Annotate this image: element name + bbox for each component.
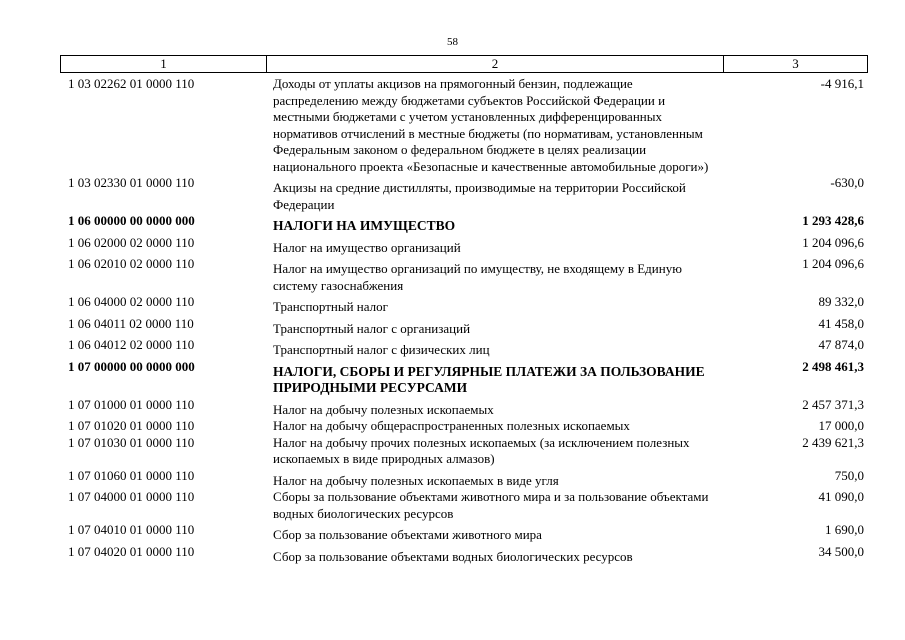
row-value: 2 457 371,3: [802, 396, 864, 412]
row-value: 41 090,0: [818, 489, 864, 504]
row-value: 89 332,0: [818, 294, 864, 309]
row-code: 1 07 04020 01 0000 110: [68, 543, 195, 559]
table-header: [60, 55, 868, 73]
row-code: 1 06 04011 02 0000 110: [68, 315, 194, 331]
table-row: [60, 522, 868, 544]
row-name: Налог на добычу полезных ископаемых: [273, 401, 494, 417]
row-code: 1 06 04000 02 0000 110: [68, 294, 195, 309]
table-row: [60, 468, 868, 490]
row-value: 2 498 461,3: [802, 358, 864, 374]
row-name: Акцизы на средние дистилляты, производимые на территории Российской Федерации: [273, 180, 686, 212]
table-row: [60, 544, 868, 566]
row-code: 1 06 04012 02 0000 110: [68, 337, 195, 352]
row-code: 1 03 02330 01 0000 110: [68, 175, 195, 190]
row-value: 2 439 621,3: [802, 434, 864, 450]
row-value: 1 204 096,6: [802, 234, 864, 250]
header-col-3: 3: [792, 56, 799, 71]
row-code: 1 06 02000 02 0000 110: [68, 234, 195, 250]
row-value: -630,0: [830, 175, 864, 190]
row-code: 1 07 04010 01 0000 110: [68, 522, 195, 537]
row-name: НАЛОГИ, СБОРЫ И РЕГУЛЯРНЫЕ ПЛАТЕЖИ ЗА ПОЛЬЗОВАНИЕ ПРИРОДНЫМИ РЕСУРСАМИ: [273, 363, 705, 395]
table-row: [60, 397, 868, 419]
row-name: Налог на имущество организаций: [273, 239, 461, 255]
table-row: [60, 489, 868, 522]
row-name: Налог на добычу общераспространенных полезных ископаемых: [273, 418, 630, 433]
table-row: [60, 359, 868, 397]
row-code: 1 07 00000 00 0000 000: [68, 358, 195, 374]
table-row: [60, 76, 868, 175]
row-name: Налог на добычу полезных ископаемых в виде угля: [273, 472, 559, 488]
row-code: 1 06 02010 02 0000 110: [68, 256, 195, 271]
row-value: 34 500,0: [818, 543, 864, 559]
row-name: Налог на имущество организаций по имуществу, не входящему в Единую систему газоснабжения: [273, 261, 682, 293]
table-row: [60, 256, 868, 294]
row-value: -4 916,1: [820, 76, 864, 91]
table-row: [60, 235, 868, 257]
row-code: 1 07 01030 01 0000 110: [68, 434, 195, 450]
row-code: 1 07 01060 01 0000 110: [68, 467, 195, 483]
table-row: [60, 213, 868, 235]
table-row: [60, 316, 868, 338]
row-name: Доходы от уплаты акцизов на прямогонный бензин, подлежащие распределению между бюджетами субъектов Российской Федерации и местными бюджетами с учетом установленных дифференцированных нормативов отчислений в местные бюджеты (по нормативам, установленным Федеральным законом о федеральном бюджете в целях реализации национального проекта «Безопасные и качественные автомобильные дороги»): [273, 76, 709, 174]
row-value: 1 690,0: [825, 522, 864, 537]
table-row: [60, 175, 868, 213]
row-name: Сбор за пользование объектами водных биологических ресурсов: [273, 548, 633, 564]
row-code: 1 07 04000 01 0000 110: [68, 489, 195, 504]
row-code: 1 06 00000 00 0000 000: [68, 213, 195, 228]
row-value: 1 293 428,6: [802, 213, 864, 228]
row-code: 1 07 01020 01 0000 110: [68, 418, 195, 433]
table-row: [60, 435, 868, 468]
row-value: 17 000,0: [818, 418, 864, 433]
row-value: 41 458,0: [818, 315, 864, 331]
row-name: Налог на добычу прочих полезных ископаемых (за исключением полезных ископаемых в виде природных алмазов): [273, 434, 690, 466]
row-code: 1 07 01000 01 0000 110: [68, 396, 195, 412]
header-col-2: 2: [267, 56, 724, 72]
row-name: Транспортный налог с организаций: [273, 320, 471, 336]
row-name: Транспортный налог: [273, 299, 388, 314]
row-value: 47 874,0: [818, 337, 864, 352]
table-row: [60, 337, 868, 359]
table-row: [60, 294, 868, 316]
row-code: 1 03 02262 01 0000 110: [68, 76, 195, 91]
row-name: Транспортный налог с физических лиц: [273, 342, 490, 357]
row-name: Сбор за пользование объектами животного мира: [273, 527, 542, 542]
table-row: [60, 418, 868, 435]
header-col-1: 1: [61, 56, 267, 72]
row-name: НАЛОГИ НА ИМУЩЕСТВО: [273, 218, 456, 233]
row-value: 1 204 096,6: [802, 256, 864, 271]
page-number: 58: [447, 36, 458, 48]
row-value: 750,0: [834, 467, 864, 483]
row-name: Сборы за пользование объектами животного мира и за пользование объектами водных биологических ресурсов: [273, 489, 709, 521]
table-body: [60, 76, 868, 565]
